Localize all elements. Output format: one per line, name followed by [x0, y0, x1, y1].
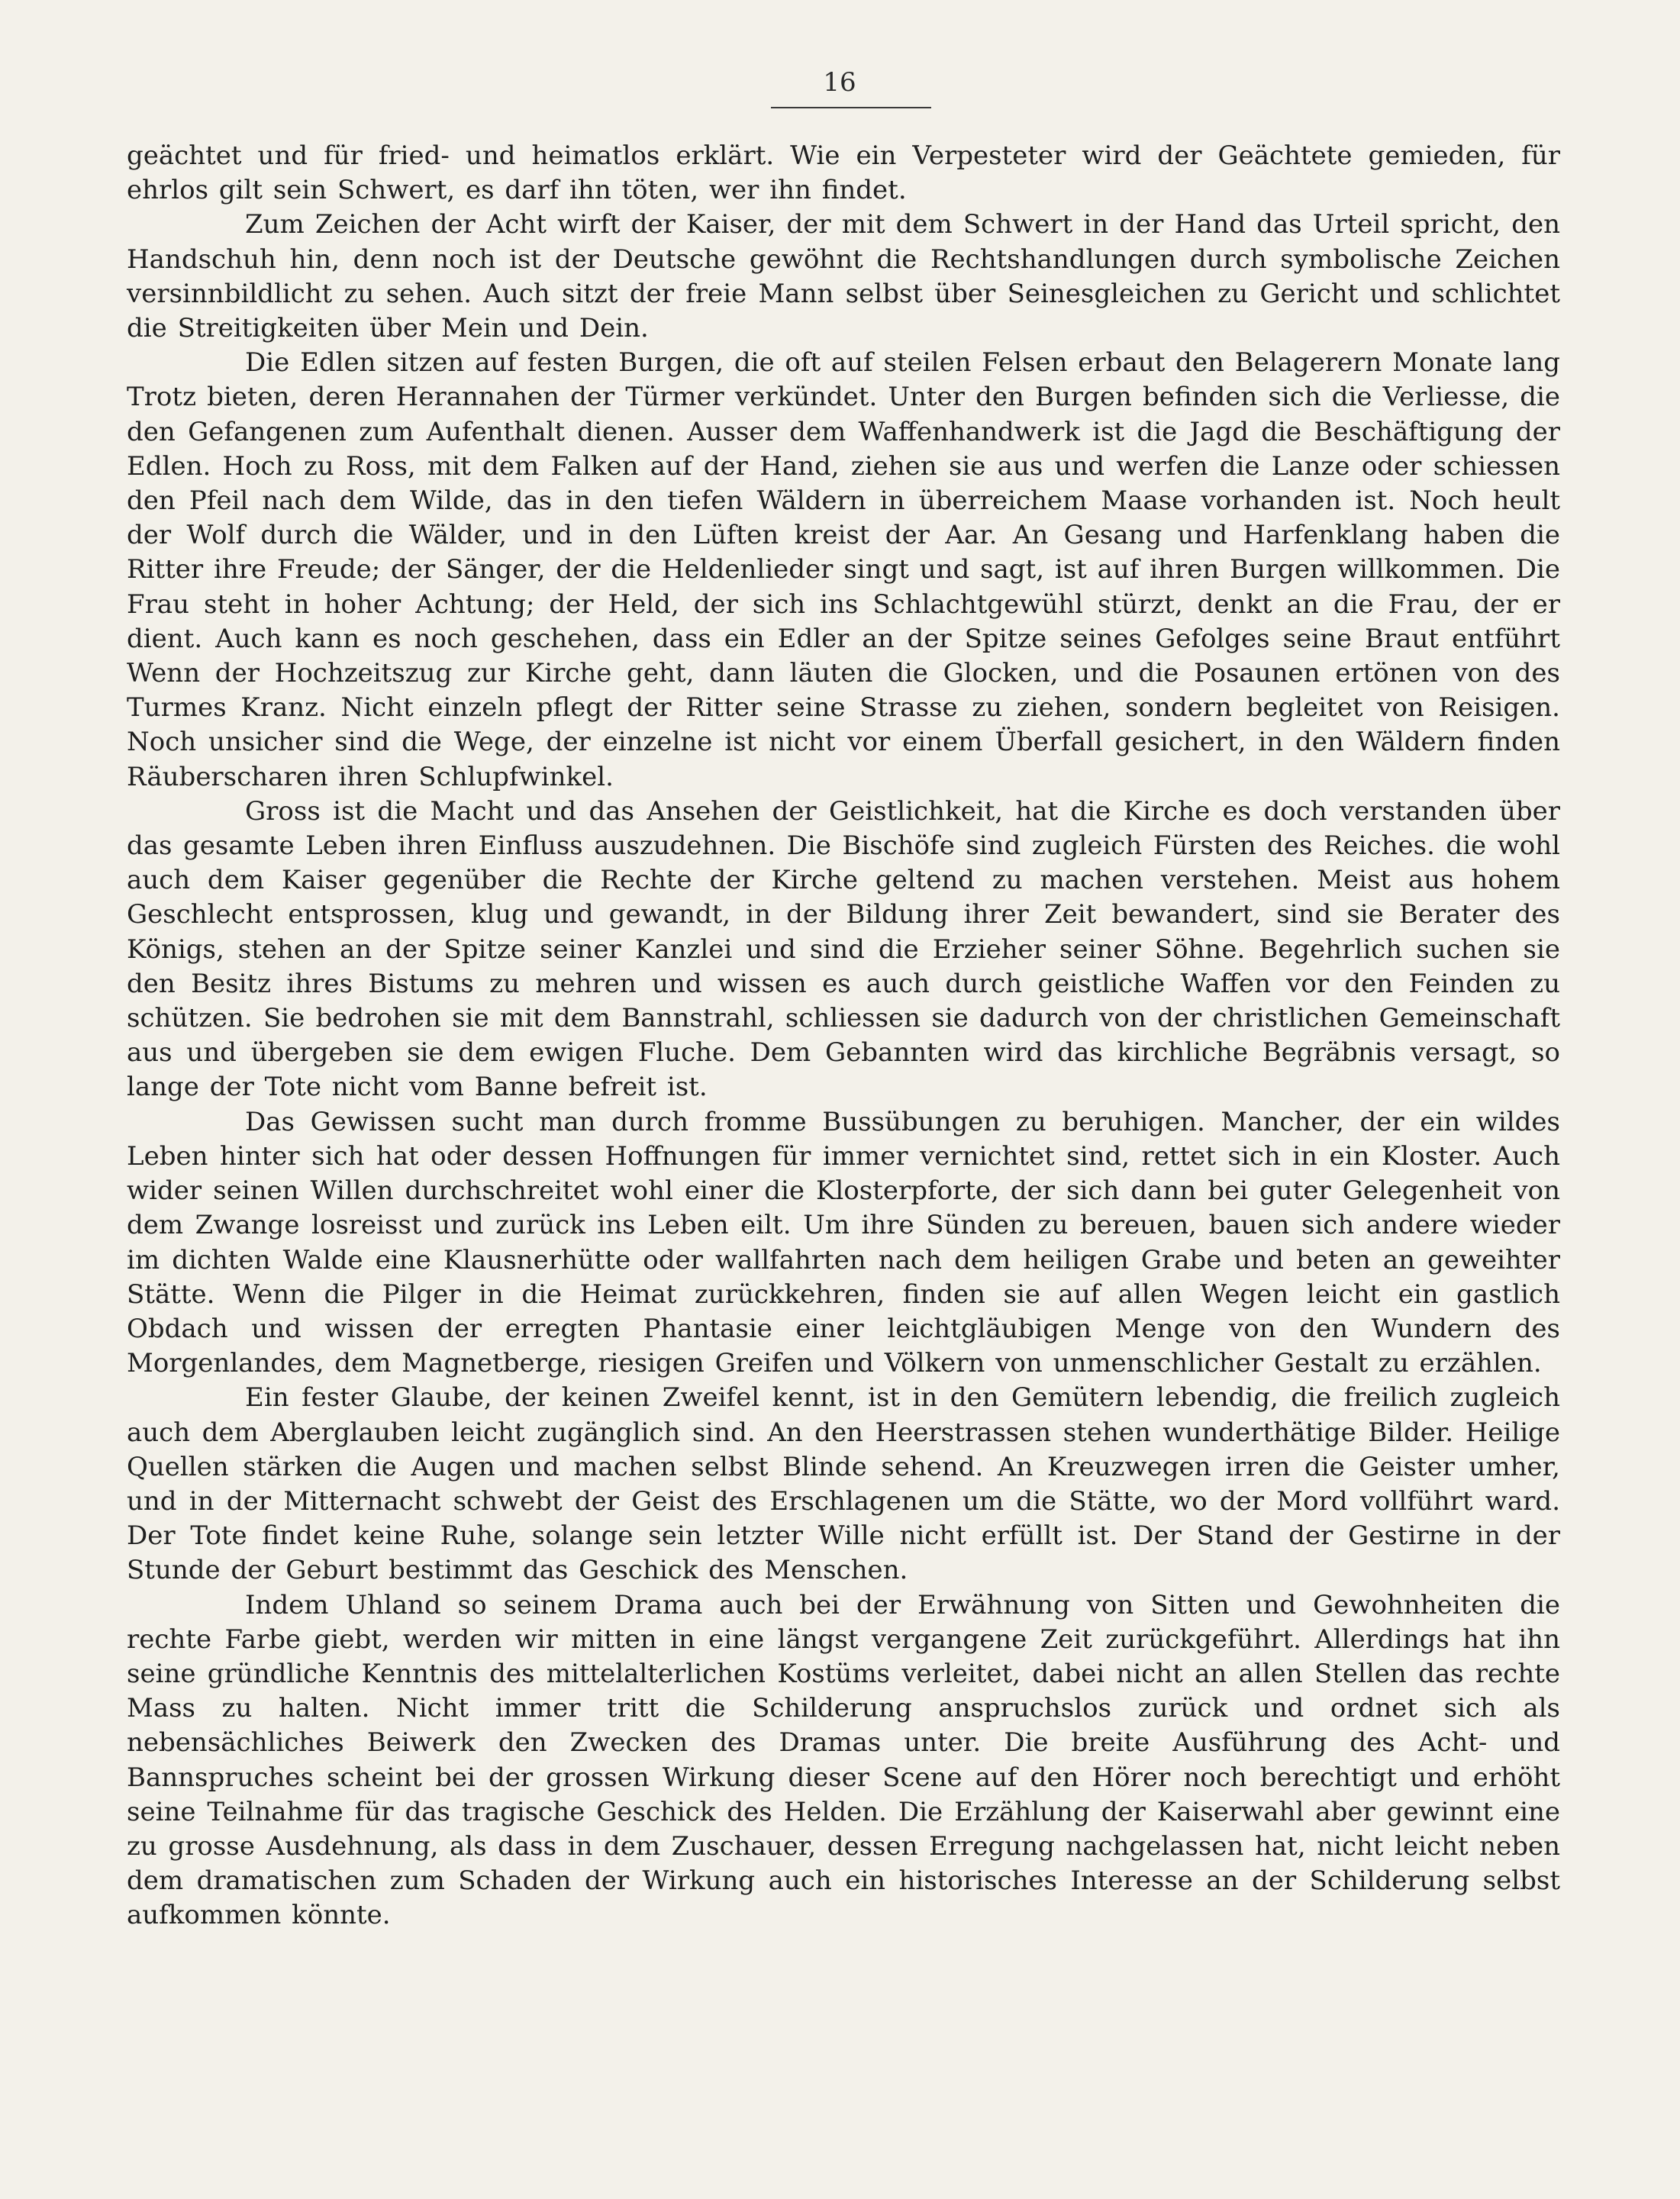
paragraph-acht: Zum Zeichen der Acht wirft der Kaiser, der mit dem Schwert in der Hand das Urteil spricht, den Handschuh hin, denn noch ist der Deutsche gewöhnt die Rechtshandlungen durch symbolische Zeichen versinnbildlicht zu sehen. Auch sitzt der freie Mann selbst über Seinesgleichen zu Gericht und schlichtet die Streitigkeiten über Mein und Dein. [127, 209, 1560, 344]
page-number: 16 [823, 67, 856, 98]
paragraph-uhland: Indem Uhland so seinem Drama auch bei der Erwähnung von Sitten und Gewohnheiten die rechte Farbe giebt, werden wir mitten in eine längst vergangene Zeit zurückgeführt. Allerdings hat ihn seine gründliche Kenntnis des mittelalterlichen Kostüms verleitet, dabei nicht an allen Stellen das rechte Mass zu halten. Nicht immer tritt die Schilderung anspruchslos zurück und ordnet sich als nebensächliches Beiwerk den Zwecken des Dramas unter. Die breite Ausführung des Acht- und Bannspruches scheint bei der grossen Wirkung dieser Scene auf den Hörer noch berechtigt und erhöht seine Teilnahme für das tragische Geschick des Helden. Die Erzählung der Kaiserwahl aber gewinnt eine zu grosse Ausdehnung, als dass in dem Zuschauer, dessen Erregung nachgelassen hat, nicht leicht neben dem dramatischen zum Schaden der Wirkung auch ein historisches Interesse an der Schilderung selbst aufkommen könnte. [127, 1589, 1560, 1931]
paragraph-gewissen: Das Gewissen sucht man durch fromme Bussübungen zu beruhigen. Mancher, der ein wildes Leben hinter sich hat oder dessen Hoffnungen für immer vernichtet sind, rettet sich in ein Kloster. Auch wider seinen Willen durchschreitet wohl einer die Klosterpforte, der sich dann bei guter Gelegenheit von dem Zwange losreisst und zurück ins Leben eilt. Um ihre Sünden zu bereuen, bauen sich andere wieder im dichten Walde eine Klausnerhütte oder wallfahrten nach dem heiligen Grabe und beten an geweihter Stätte. Wenn die Pilger in die Heimat zurückkehren, finden sie auf allen Wegen leicht ein gastlich Obdach und wissen der erregten Phantasie einer leichtgläubigen Menge von den Wundern des Morgenlandes, dem Magnetberge, riesigen Greifen und Völkern von unmenschlicher Gestalt zu erzählen. [127, 1106, 1560, 1379]
body-text [127, 139, 1560, 1933]
paragraph-geistlichkeit: Gross ist die Macht und das Ansehen der Geistlichkeit, hat die Kirche es doch verstanden über das gesamte Leben ihren Einfluss auszudehnen. Die Bischöfe sind zugleich Fürsten des Reiches. die wohl auch dem Kaiser gegenüber die Rechte der Kirche geltend zu machen verstehen. Meist aus hohem Geschlecht entsprossen, klug und gewandt, in der Bildung ihrer Zeit bewandert, sind sie Berater des Königs, stehen an der Spitze seiner Kanzlei und sind die Erzieher seiner Söhne. Begehrlich suchen sie den Besitz ihres Bistums zu mehren und wissen es auch durch geistliche Waffen vor den Feinden zu schützen. Sie bedrohen sie mit dem Bannstrahl, schliessen sie dadurch von der christlichen Gemeinschaft aus und übergeben sie dem ewigen Fluche. Dem Gebannten wird das kirchliche Begräbnis versagt, so lange der Tote nicht vom Banne befreit ist. [127, 795, 1560, 1103]
paragraph-glaube: Ein fester Glaube, der keinen Zweifel kennt, ist in den Gemütern lebendig, die freilich zugleich auch dem Aberglauben leicht zugänglich sind. An den Heerstrassen stehen wunderthätige Bilder. Heilige Quellen stärken die Augen und machen selbst Blinde sehend. An Kreuzwegen irren die Geister umher, und in der Mitternacht schwebt der Geist des Erschlagenen um die Stätte, wo der Mord vollführt ward. Der Tote findet keine Ruhe, solange sein letzter Wille nicht erfüllt ist. Der Stand der Gestirne in der Stunde der Geburt bestimmt das Geschick des Menschen. [127, 1382, 1560, 1586]
page-number-rule [771, 107, 931, 108]
paragraph-continuation: geächtet und für fried- und heimatlos erklärt. Wie ein Verpesteter wird der Geächtete gemieden, für ehrlos gilt sein Schwert, es darf ihn töten, wer ihn findet. [127, 140, 1560, 206]
paragraph-edlen: Die Edlen sitzen auf festen Burgen, die oft auf steilen Felsen erbaut den Belagerern Monate lang Trotz bieten, deren Herannahen der Türmer verkündet. Unter den Burgen befinden sich die Verliesse, die den Gefangenen zum Aufenthalt dienen. Ausser dem Waffenhandwerk ist die Jagd die Beschäftigung der Edlen. Hoch zu Ross, mit dem Falken auf der Hand, ziehen sie aus und werfen die Lanze oder schiessen den Pfeil nach dem Wilde, das in den tiefen Wäldern in überreichem Maase vorhanden ist. Noch heult der Wolf durch die Wälder, und in den Lüften kreist der Aar. An Gesang und Harfenklang haben die Ritter ihre Freude; der Sänger, der die Heldenlieder singt und sagt, ist auf ihren Burgen willkommen. Die Frau steht in hoher Achtung; der Held, der sich ins Schlachtgewühl stürzt, denkt an die Frau, der er dient. Auch kann es noch geschehen, dass ein Edler an der Spitze seines Gefolges seine Braut entführt Wenn der Hochzeitszug zur Kirche geht, dann läuten die Glocken, und die Posaunen ertönen von des Turmes Kranz. Nicht einzeln pflegt der Ritter seine Strasse zu ziehen, sondern begleitet von Reisigen. Noch unsicher sind die Wege, der einzelne ist nicht vor einem Überfall gesichert, in den Wäldern finden Räuberscharen ihren Schlupfwinkel. [127, 347, 1560, 792]
